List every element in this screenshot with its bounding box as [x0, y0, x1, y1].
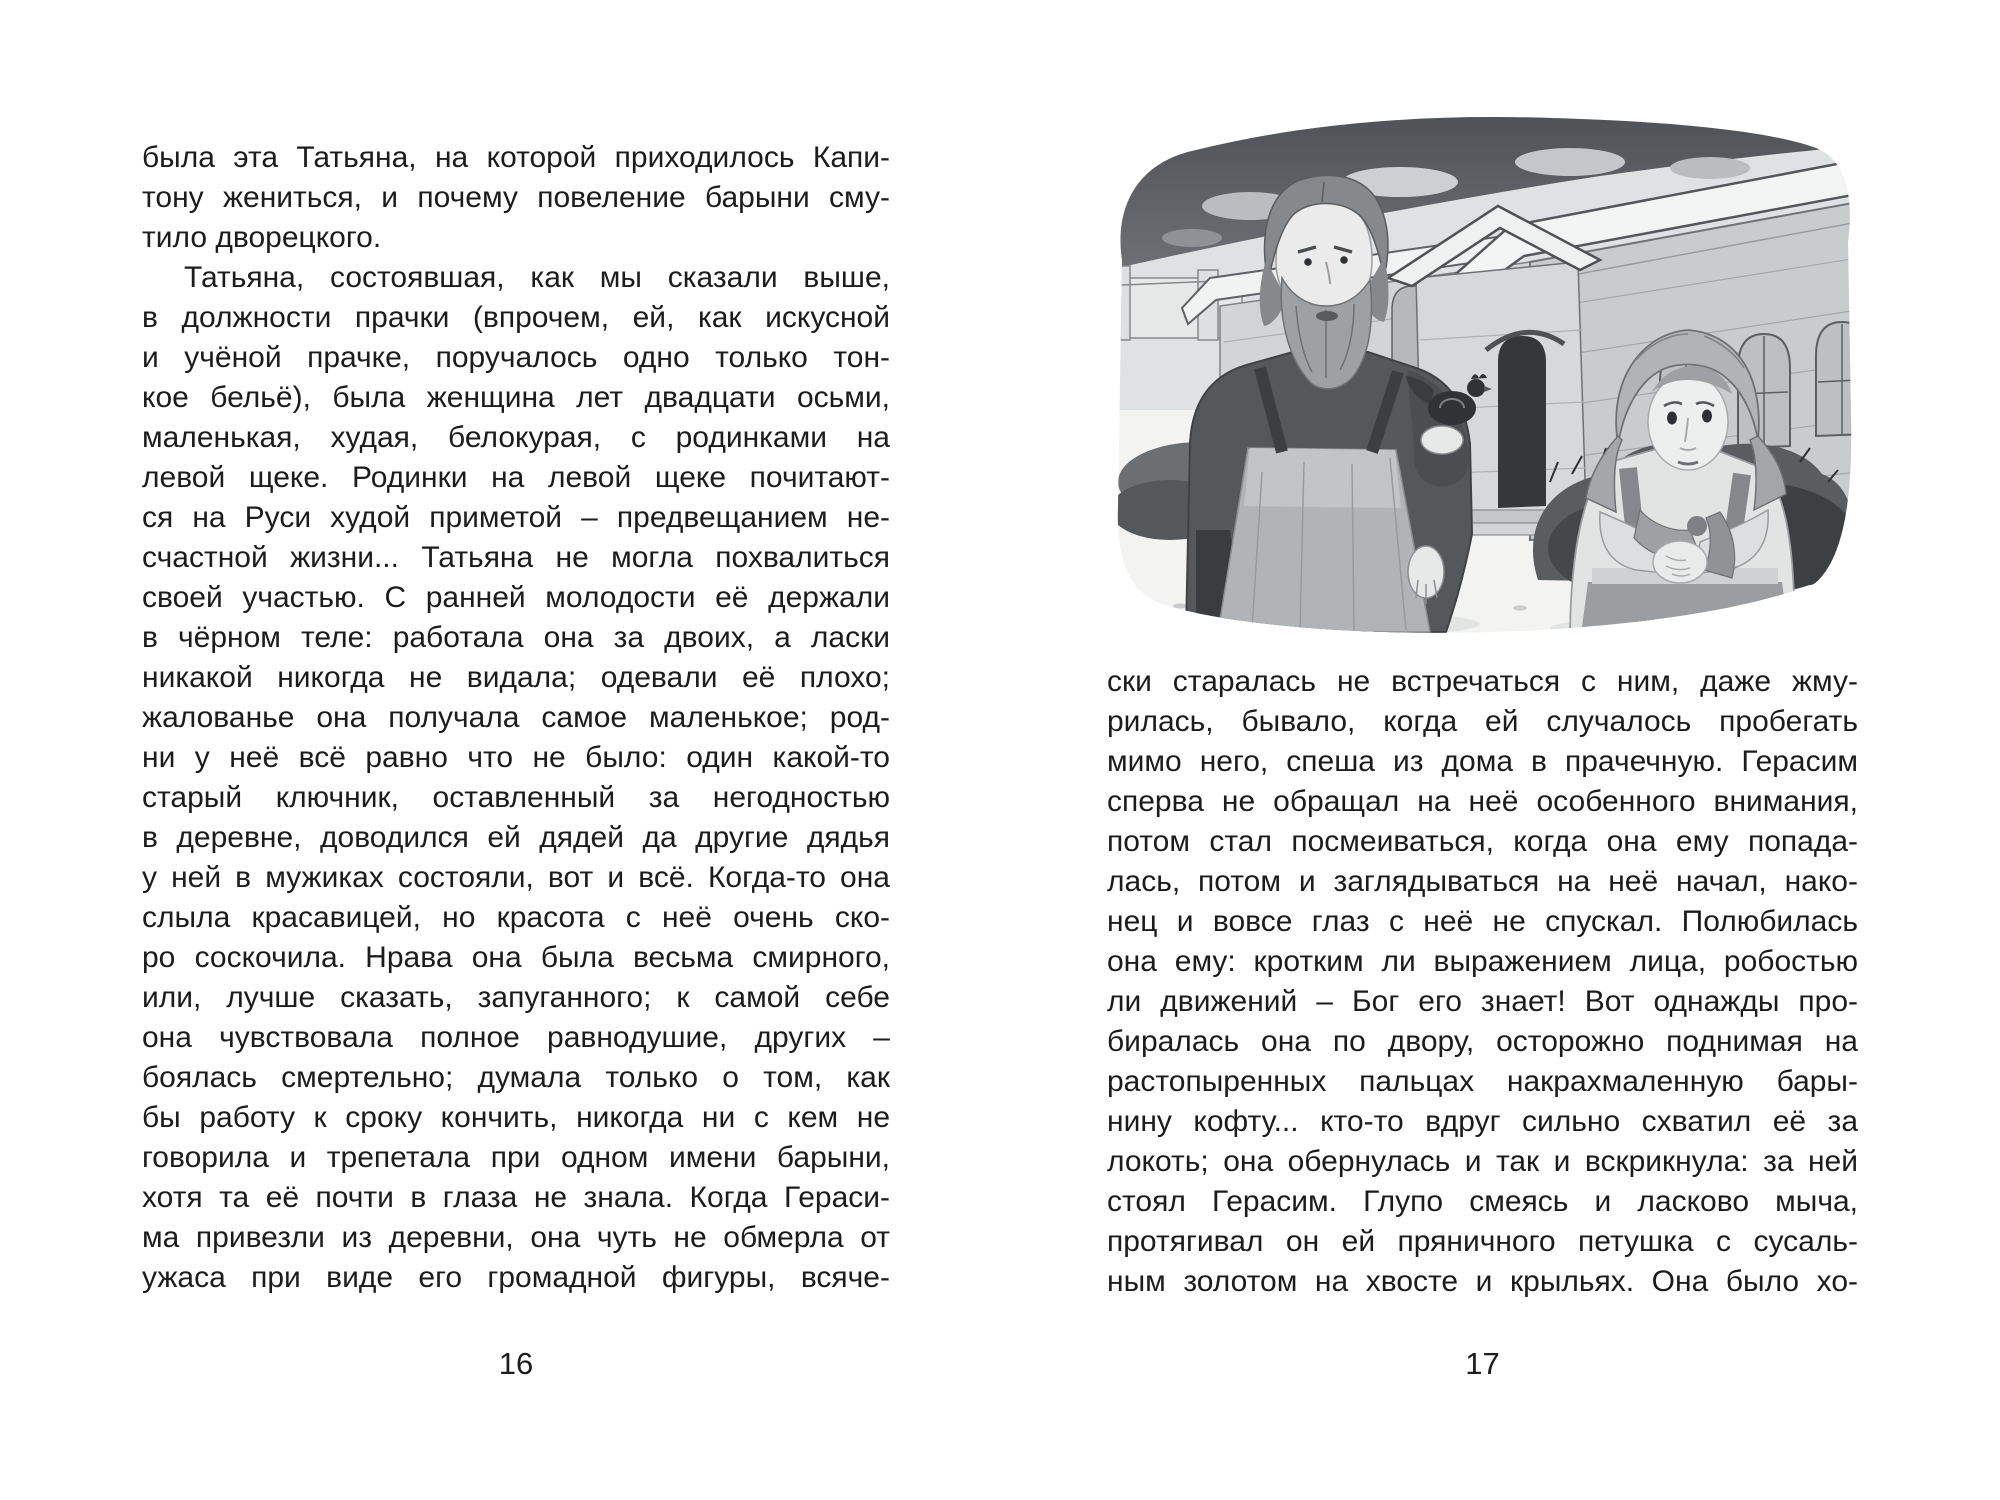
story-illustration: [1100, 110, 1858, 642]
text-line: стоял Герасим. Глупо смеясь и ласково мыча,: [1107, 1185, 1858, 1218]
page-number-left: 16: [498, 1346, 534, 1381]
text-line: Татьяна, состоявшая, как мы сказали выше,: [184, 261, 890, 294]
text-line: в должности прачки (впрочем, ей, как искусной: [142, 301, 890, 334]
text-line: она ему: кротким ли выражением лица, робостью: [1107, 945, 1858, 978]
page-number-right: 17: [1465, 1346, 1500, 1381]
text-line: нец и вовсе глаз с неё не спускал. Полюбилась: [1107, 905, 1858, 938]
text-line: хотя та её почти в глаза не знала. Когда Гераси-: [142, 1181, 890, 1214]
text-line: биралась она по двору, осторожно поднимая на: [1107, 1025, 1858, 1058]
text-line: левой щеке. Родинки на левой щеке почитают-: [142, 461, 890, 494]
text-line: никакой никогда не видала; одевали её плохо;: [142, 661, 890, 694]
text-line: своей участью. С ранней молодости её держали: [142, 581, 890, 614]
text-line: сперва не обращал на неё особенного внимания,: [1107, 785, 1858, 818]
text-line: ным золотом на хвосте и крыльях. Она было хо-: [1107, 1265, 1858, 1298]
text-line: ски старалась не встречаться с ним, даже жму-: [1107, 665, 1858, 698]
text-line: протягивал он ей пряничного петушка с сусаль-: [1107, 1225, 1858, 1258]
text-line: кое бельё), была женщина лет двадцати осьми,: [142, 381, 890, 414]
text-line: ро соскочила. Нрава она была весьма смирного,: [142, 941, 890, 974]
text-line: говорила и трепетала при одном имени барыни,: [142, 1141, 890, 1174]
text-line: в деревне, доводился ей дядей да другие дядья: [142, 821, 890, 854]
text-line: локоть; она обернулась и так и вскрикнула: за ней: [1107, 1145, 1858, 1178]
text-line: рилась, бывало, когда ей случалось пробегать: [1107, 705, 1858, 738]
text-line: тону жениться, и почему повеление барыни сму-: [142, 181, 890, 214]
text-line: нину кофту... кто-то вдруг сильно схватил её за: [1107, 1105, 1858, 1138]
text-line: жалованье она получала самое маленькое; род-: [142, 701, 890, 734]
text-line: бы работу к сроку кончить, никогда ни с кем не: [142, 1101, 890, 1134]
text-line: лась, потом и заглядываться на неё начал, нако-: [1107, 865, 1858, 898]
text-line: мимо него, спеша из дома в прачечную. Герасим: [1107, 745, 1858, 778]
text-line: маленькая, худая, белокурая, с родинками на: [142, 421, 890, 454]
text-line: тило дворецкого.: [142, 221, 382, 254]
right-text-column: [1107, 662, 1858, 1302]
text-line: ся на Руси худой приметой – предвещанием не-: [142, 501, 890, 534]
text-line: ма привезли из деревни, она чуть не обмерла от: [142, 1221, 890, 1254]
left-text-column: [142, 138, 890, 1298]
text-line: ужаса при виде его громадной фигуры, всяче-: [142, 1261, 890, 1294]
text-line: боялась смертельно; думала только о том, как: [142, 1061, 890, 1094]
text-line: или, лучше сказать, запуганного; к самой себе: [142, 981, 890, 1014]
text-line: была эта Татьяна, на которой приходилось Капи-: [142, 141, 890, 174]
text-line: и учёной прачке, поручалось одно только тон-: [142, 341, 890, 374]
text-line: счастной жизни... Татьяна не могла похвалиться: [142, 541, 890, 574]
text-line: старый ключник, оставленный за негодностью: [142, 781, 890, 814]
text-line: слыла красавицей, но красота с неё очень ско-: [142, 901, 890, 934]
text-line: она чувствовала полное равнодушие, других –: [142, 1021, 890, 1054]
text-line: у ней в мужиках состояли, вот и всё. Когда-то она: [142, 861, 890, 894]
text-line: растопыренных пальцах накрахмаленную бары-: [1107, 1065, 1858, 1098]
text-line: в чёрном теле: работала она за двоих, а ласки: [142, 621, 890, 654]
text-line: ни у неё всё равно что не было: один какой-то: [142, 741, 890, 774]
text-line: потом стал посмеиваться, когда она ему попада-: [1107, 825, 1858, 858]
text-line: ли движений – Бог его знает! Вот однажды про-: [1107, 985, 1858, 1018]
